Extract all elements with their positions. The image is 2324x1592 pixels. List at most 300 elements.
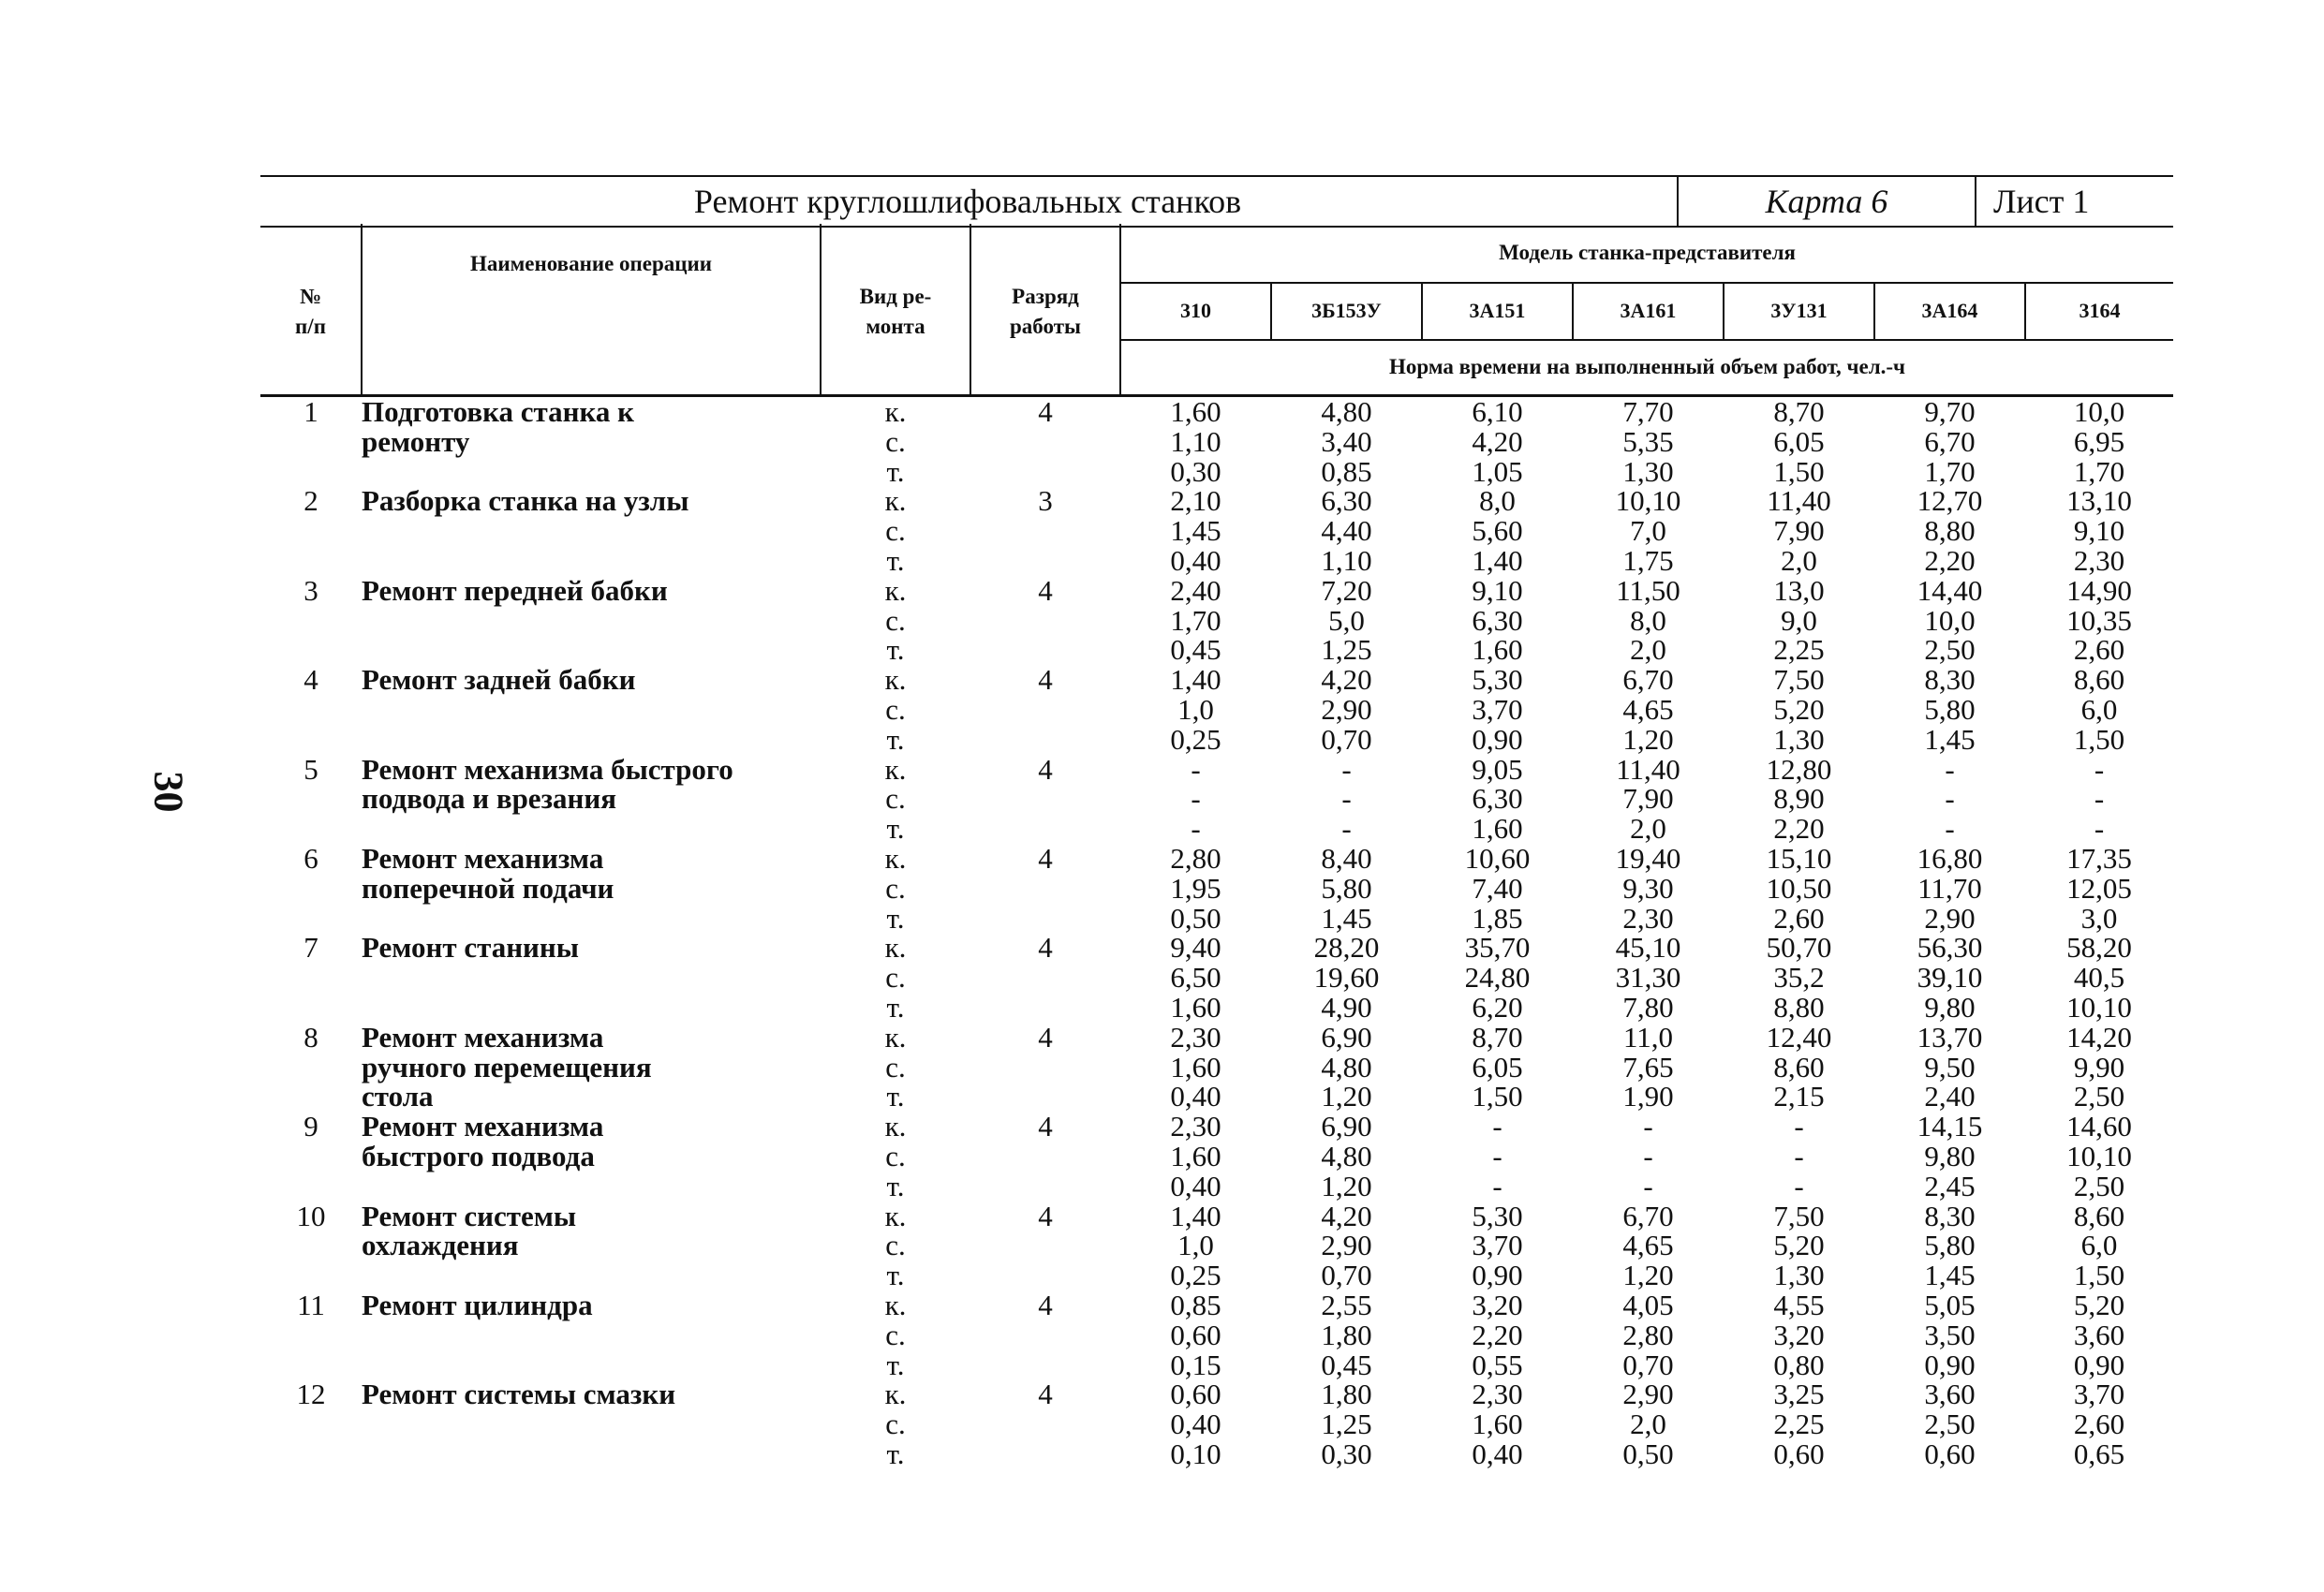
operation-name [362, 752, 821, 844]
norms-table [260, 224, 2173, 1469]
norm-value: 1,0 [1177, 692, 1214, 726]
norm-value: 0,60 [1924, 1437, 1976, 1470]
table-row [260, 576, 2173, 665]
norm-value: 56,30 [1917, 931, 1983, 965]
norm-value: 0,25 [1170, 1259, 1221, 1292]
norm-value: 1,50 [2073, 1259, 2125, 1292]
repair-type: т. [886, 454, 905, 488]
column-header-grade: Разряд работы [970, 224, 1120, 396]
norm-value: 3,70 [1472, 1229, 1523, 1262]
norm-value: 0,10 [1170, 1437, 1221, 1470]
norm-value: 2,20 [1924, 543, 1976, 577]
repair-type: с. [885, 1229, 906, 1262]
work-grade: 4 [1038, 841, 1053, 875]
norm-values-cell [1724, 1020, 1874, 1113]
norm-value: 28,20 [1313, 931, 1380, 965]
norm-values-cell [1573, 1201, 1724, 1290]
row-number: 2 [303, 484, 318, 518]
norm-value: 40,5 [2073, 961, 2125, 995]
operation-name-line: Ремонт механизма [362, 1020, 604, 1054]
table-row [260, 396, 2173, 487]
norm-value: - [1191, 812, 1201, 846]
model-header-cell: 310 [1120, 283, 1271, 340]
norm-value: - [1945, 782, 1955, 816]
norm-values-cell [2025, 486, 2173, 575]
operation-name-line: Ремонт системы смазки [362, 1378, 676, 1411]
repair-type: т. [886, 812, 905, 846]
repair-type: т. [886, 990, 905, 1024]
norm-values-cell [1271, 1290, 1422, 1379]
norm-value: 5,80 [1924, 1229, 1976, 1262]
norm-value: 1,80 [1321, 1318, 1372, 1351]
norm-value: 10,10 [2066, 1139, 2132, 1172]
norm-value: - [1492, 1110, 1502, 1143]
norm-value: 1,10 [1321, 543, 1372, 577]
norm-value: 1,45 [1321, 901, 1372, 935]
operation-name [362, 1112, 821, 1201]
norm-value: 5,20 [1773, 1229, 1825, 1262]
repair-type: к. [884, 1110, 907, 1143]
norm-value: 1,70 [2073, 454, 2125, 488]
norm-value: 5,05 [1924, 1288, 1976, 1321]
norm-values-cell [1271, 1112, 1422, 1201]
operation-name-line: Ремонт механизма [362, 1110, 604, 1143]
norm-value: 4,20 [1321, 1199, 1372, 1232]
norm-values-cell [1874, 665, 2025, 754]
norm-value: 8,70 [1472, 1020, 1523, 1054]
work-grade: 4 [1038, 752, 1053, 786]
norm-value: 1,75 [1622, 543, 1674, 577]
norm-value: 2,0 [1630, 1408, 1666, 1441]
norm-value: 1,50 [1773, 454, 1825, 488]
norm-values-cell [1573, 1112, 1724, 1201]
norm-value: 58,20 [2066, 931, 2132, 965]
norm-value: - [1945, 812, 1955, 846]
norm-value: 9,10 [2073, 514, 2125, 548]
norm-value: 8,0 [1630, 603, 1666, 637]
row-number: 12 [296, 1378, 326, 1411]
norm-values-cell [1120, 1290, 1271, 1379]
norm-value: 2,30 [1622, 901, 1674, 935]
repair-type: с. [885, 961, 906, 995]
sheet-label: Лист 1 [1975, 177, 2192, 226]
norm-value: 2,90 [1321, 692, 1372, 726]
norm-value: 6,05 [1773, 424, 1825, 458]
norm-value: 7,70 [1622, 395, 1674, 428]
repair-type: к. [884, 573, 907, 607]
norm-values-cell [1573, 1020, 1724, 1113]
norm-value: 1,0 [1177, 1229, 1214, 1262]
norm-value: 6,30 [1472, 782, 1523, 816]
norm-value: 24,80 [1464, 961, 1531, 995]
norm-value: 3,20 [1472, 1288, 1523, 1321]
repair-type: т. [886, 1348, 905, 1381]
row-number: 9 [303, 1110, 318, 1143]
norm-value: 9,70 [1924, 395, 1976, 428]
norm-values-cell [1573, 396, 1724, 487]
norm-value: 13,70 [1917, 1020, 1983, 1054]
norm-value: 0,90 [1472, 1259, 1523, 1292]
norm-value: 1,40 [1170, 663, 1221, 697]
norm-values-cell [1271, 573, 1422, 667]
repair-type: с. [885, 692, 906, 726]
norm-values-cell [1271, 396, 1422, 487]
norm-value: 14,15 [1917, 1110, 1983, 1143]
norm-values-cell [1422, 841, 1573, 935]
norm-value: 1,45 [1924, 1259, 1976, 1292]
repair-types [821, 573, 970, 667]
work-grade: 4 [1038, 1378, 1053, 1411]
norm-values-cell [1573, 1379, 1724, 1468]
norm-value: 19,60 [1313, 961, 1380, 995]
operation-name-line: охлаждения [362, 1229, 519, 1262]
work-grade: 4 [1038, 1110, 1053, 1143]
norm-values-cell [1724, 1112, 1874, 1201]
norm-values-cell [2025, 1201, 2173, 1290]
norm-value: 0,50 [1622, 1437, 1674, 1470]
norm-value: 2,20 [1773, 812, 1825, 846]
repair-types [821, 665, 970, 754]
norm-value: 4,80 [1321, 1050, 1372, 1083]
row-number: 3 [303, 573, 318, 607]
operation-name-line: Ремонт механизма быстрого [362, 752, 733, 786]
norm-value: 11,70 [1917, 871, 1982, 905]
operation-name [362, 933, 821, 1022]
title-bar [260, 175, 2173, 228]
norm-value: 6,50 [1170, 961, 1221, 995]
norm-value: 12,70 [1917, 484, 1983, 518]
column-header-model-group: Модель станка-представителя [1120, 224, 2173, 283]
norm-value: 7,90 [1773, 514, 1825, 548]
operation-name-line: Ремонт цилиндра [362, 1288, 593, 1321]
norm-value: 2,80 [1170, 841, 1221, 875]
norm-value: - [1191, 752, 1201, 786]
norm-value: 10,0 [2073, 395, 2125, 428]
norm-value: 1,25 [1321, 633, 1372, 667]
norm-value: 19,40 [1615, 841, 1681, 875]
norm-values-cell [1724, 396, 1874, 487]
norm-value: 4,55 [1773, 1288, 1825, 1321]
work-grade: 3 [1038, 484, 1053, 518]
column-header-operation: Наименование операции [362, 224, 821, 396]
norm-value: 1,40 [1170, 1199, 1221, 1232]
norm-value: 1,60 [1170, 1139, 1221, 1172]
norm-value: 5,20 [2073, 1288, 2125, 1321]
norm-value: 1,30 [1773, 722, 1825, 756]
norm-value: 9,40 [1170, 931, 1221, 965]
norm-values-cell [1874, 573, 2025, 667]
norm-value: 7,20 [1321, 573, 1372, 607]
norm-value: 2,50 [1924, 633, 1976, 667]
repair-type: с. [885, 603, 906, 637]
document-title: Ремонт круглошлифовальных станков [693, 183, 1242, 220]
norm-value: 13,10 [2066, 484, 2132, 518]
norm-value: 3,50 [1924, 1318, 1976, 1351]
row-number: 6 [303, 841, 318, 875]
norm-value: 0,70 [1321, 1259, 1372, 1292]
norm-value: 50,70 [1766, 931, 1832, 965]
norm-value: 0,40 [1170, 1080, 1221, 1113]
norm-value: 6,30 [1472, 603, 1523, 637]
norm-value: 4,80 [1321, 395, 1372, 428]
norm-value: 2,30 [1170, 1110, 1221, 1143]
repair-type: к. [884, 752, 907, 786]
norm-values-cell [1120, 1112, 1271, 1201]
norm-values-cell [2025, 1020, 2173, 1113]
norm-value: 1,40 [1472, 543, 1523, 577]
norm-values-cell [1573, 841, 1724, 935]
norm-values-cell [1120, 396, 1271, 487]
norm-values-cell [1120, 1020, 1271, 1113]
work-grade: 4 [1038, 1199, 1053, 1232]
norm-value: 35,2 [1773, 961, 1825, 995]
norm-values-cell [1874, 752, 2025, 846]
operation-name [362, 486, 821, 575]
norm-value: - [1643, 1169, 1653, 1202]
repair-types [821, 752, 970, 846]
norm-value: - [2094, 752, 2105, 786]
norm-value: 7,80 [1622, 990, 1674, 1024]
norm-value: 3,60 [1924, 1378, 1976, 1411]
norm-value: 4,05 [1622, 1288, 1674, 1321]
norm-value: - [1643, 1110, 1653, 1143]
operation-name-line: быстрого подвода [362, 1139, 595, 1172]
norm-value: 8,40 [1321, 841, 1372, 875]
norm-value: 10,60 [1464, 841, 1531, 875]
norm-value: - [1794, 1139, 1804, 1172]
norm-value: - [1492, 1139, 1502, 1172]
norm-value: 1,20 [1622, 722, 1674, 756]
norm-values-cell [1422, 1020, 1573, 1113]
norm-value: 4,20 [1472, 424, 1523, 458]
model-header-cell: 3А164 [1874, 283, 2025, 340]
norm-value: 0,40 [1170, 543, 1221, 577]
row-number: 7 [303, 931, 318, 965]
work-grade: 4 [1038, 1288, 1053, 1321]
norm-values-cell [1422, 1379, 1573, 1468]
norm-value: 4,65 [1622, 692, 1674, 726]
norm-value: 0,90 [2073, 1348, 2125, 1381]
column-header-time-norm: Норма времени на выполненный объем работ, чел.-ч [1120, 340, 2173, 396]
norm-value: 8,80 [1773, 990, 1825, 1024]
model-header-cell: 3У131 [1724, 283, 1874, 340]
norm-value: - [1794, 1110, 1804, 1143]
norm-values-cell [1724, 933, 1874, 1022]
norm-value: 4,40 [1321, 514, 1372, 548]
repair-types [821, 1379, 970, 1468]
norm-values-cell [1271, 665, 1422, 754]
norm-value: 1,20 [1321, 1080, 1372, 1113]
norm-value: 7,0 [1630, 514, 1666, 548]
norm-value: 0,85 [1170, 1288, 1221, 1321]
operation-name [362, 1379, 821, 1468]
norm-value: 8,30 [1924, 1199, 1976, 1232]
norm-value: 2,50 [2073, 1080, 2125, 1113]
norm-value: 8,30 [1924, 663, 1976, 697]
operation-name [362, 573, 821, 665]
norm-value: 0,60 [1170, 1318, 1221, 1351]
norm-value: 2,25 [1773, 1408, 1825, 1441]
norm-value: 2,45 [1924, 1169, 1976, 1202]
norm-values-cell [1724, 1290, 1874, 1379]
row-number: 1 [303, 395, 318, 428]
norm-value: 10,0 [1924, 603, 1976, 637]
norm-values-cell [1120, 841, 1271, 935]
norm-values-cell [1120, 1379, 1271, 1468]
norm-values-cell [2025, 665, 2173, 754]
norm-values-cell [1874, 1201, 2025, 1290]
norm-value: 1,60 [1170, 395, 1221, 428]
repair-type: к. [884, 663, 907, 697]
norm-values-cell [1271, 841, 1422, 935]
norm-values-cell [1874, 841, 2025, 935]
work-grade: 4 [1038, 1020, 1053, 1054]
norm-value: 5,60 [1472, 514, 1523, 548]
norm-value: 0,40 [1170, 1169, 1221, 1202]
repair-type: т. [886, 543, 905, 577]
repair-type: к. [884, 395, 907, 428]
operation-name-line: стола [362, 1080, 434, 1113]
norm-values-cell [1422, 573, 1573, 667]
norm-value: 0,60 [1773, 1437, 1825, 1470]
norm-values-cell [1271, 1379, 1422, 1468]
row-number: 5 [303, 752, 318, 786]
norm-values-cell [1422, 1201, 1573, 1290]
norm-value: 0,40 [1170, 1408, 1221, 1441]
norm-value: 9,50 [1924, 1050, 1976, 1083]
row-number: 11 [297, 1288, 325, 1321]
repair-type: с. [885, 424, 906, 458]
operation-name-line: Ремонт станины [362, 931, 579, 965]
norm-value: 0,15 [1170, 1348, 1221, 1381]
repair-type: т. [886, 633, 905, 667]
operation-name-line: ремонту [362, 424, 470, 458]
repair-types [821, 486, 970, 575]
norm-value: 10,35 [2066, 603, 2132, 637]
norm-value: 1,20 [1622, 1259, 1674, 1292]
repair-type: т. [886, 1437, 905, 1470]
norm-values-cell [1724, 841, 1874, 935]
norm-value: 2,40 [1170, 573, 1221, 607]
norm-value: 1,05 [1472, 454, 1523, 488]
repair-type: с. [885, 1318, 906, 1351]
norm-value: 5,30 [1472, 1199, 1523, 1232]
repair-type: т. [886, 901, 905, 935]
norm-value: 1,30 [1773, 1259, 1825, 1292]
repair-type: к. [884, 484, 907, 518]
work-grade: 4 [1038, 931, 1053, 965]
norm-value: 4,90 [1321, 990, 1372, 1024]
norm-value: 9,80 [1924, 1139, 1976, 1172]
norm-value: 14,90 [2066, 573, 2132, 607]
norm-value: 6,90 [1321, 1110, 1372, 1143]
norm-values-cell [1874, 1379, 2025, 1468]
norm-value: 0,25 [1170, 722, 1221, 756]
operation-name-line: Подготовка станка к [362, 395, 634, 428]
norm-value: 0,50 [1170, 901, 1221, 935]
norm-value: 0,45 [1321, 1348, 1372, 1381]
norm-value: - [1341, 812, 1352, 846]
row-number: 10 [296, 1199, 326, 1232]
norm-value: - [1191, 782, 1201, 816]
norm-value: 2,20 [1472, 1318, 1523, 1351]
table-row [260, 755, 2173, 844]
work-grade: 4 [1038, 573, 1053, 607]
norm-value: 2,50 [1924, 1408, 1976, 1441]
norm-value: 1,70 [1170, 603, 1221, 637]
norm-value: 2,0 [1781, 543, 1817, 577]
repair-types [821, 1201, 970, 1290]
norm-value: 5,30 [1472, 663, 1523, 697]
norm-values-cell [2025, 933, 2173, 1022]
norm-value: - [1341, 782, 1352, 816]
norm-values-cell [1874, 396, 2025, 487]
repair-type: к. [884, 1288, 907, 1321]
norm-values-cell [1724, 486, 1874, 575]
table-row [260, 1201, 2173, 1290]
norm-values-cell [2025, 1112, 2173, 1201]
norm-value: 13,0 [1773, 573, 1825, 607]
norm-value: 17,35 [2066, 841, 2132, 875]
norm-value: 2,90 [1321, 1229, 1372, 1262]
norm-value: 6,05 [1472, 1050, 1523, 1083]
norm-values-cell [1573, 933, 1724, 1022]
norm-value: 7,90 [1622, 782, 1674, 816]
repair-type: к. [884, 1378, 907, 1411]
norm-value: 45,10 [1615, 931, 1681, 965]
norm-value: 2,60 [2073, 1408, 2125, 1441]
operation-name [362, 1020, 821, 1113]
norm-value: 6,70 [1622, 663, 1674, 697]
norm-value: 1,60 [1472, 633, 1523, 667]
norm-value: 14,40 [1917, 573, 1983, 607]
norm-values-cell [1724, 573, 1874, 667]
norm-value: 0,70 [1321, 722, 1372, 756]
norm-values-cell [1120, 1201, 1271, 1290]
table-row [260, 1379, 2173, 1468]
norm-values-cell [1874, 1020, 2025, 1113]
norm-values-cell [2025, 841, 2173, 935]
table-row [260, 1112, 2173, 1201]
norm-value: 0,90 [1472, 722, 1523, 756]
norm-value: 11,40 [1767, 484, 1831, 518]
norm-value: 0,40 [1472, 1437, 1523, 1470]
norm-value: 11,40 [1616, 752, 1680, 786]
norm-value: 3,40 [1321, 424, 1372, 458]
norm-value: - [2094, 782, 2105, 816]
table-row [260, 486, 2173, 575]
norm-value: 5,35 [1622, 424, 1674, 458]
norm-value: 2,0 [1630, 633, 1666, 667]
norm-value: 4,80 [1321, 1139, 1372, 1172]
norm-value: 2,30 [2073, 543, 2125, 577]
norm-values-cell [1874, 1112, 2025, 1201]
table-row [260, 1023, 2173, 1112]
norm-value: 2,90 [1622, 1378, 1674, 1411]
norm-value: 3,20 [1773, 1318, 1825, 1351]
norm-value: 1,10 [1170, 424, 1221, 458]
norm-value: 8,0 [1479, 484, 1516, 518]
card-label: Карта 6 [1677, 177, 1975, 226]
repair-type: т. [886, 1169, 905, 1202]
norm-value: 9,90 [2073, 1050, 2125, 1083]
norm-value: 1,60 [1170, 990, 1221, 1024]
norm-values-cell [1422, 933, 1573, 1022]
norm-values-cell [1724, 752, 1874, 846]
norm-value: 11,50 [1616, 573, 1680, 607]
norm-values-cell [1422, 752, 1573, 846]
norm-values-cell [2025, 1379, 2173, 1468]
